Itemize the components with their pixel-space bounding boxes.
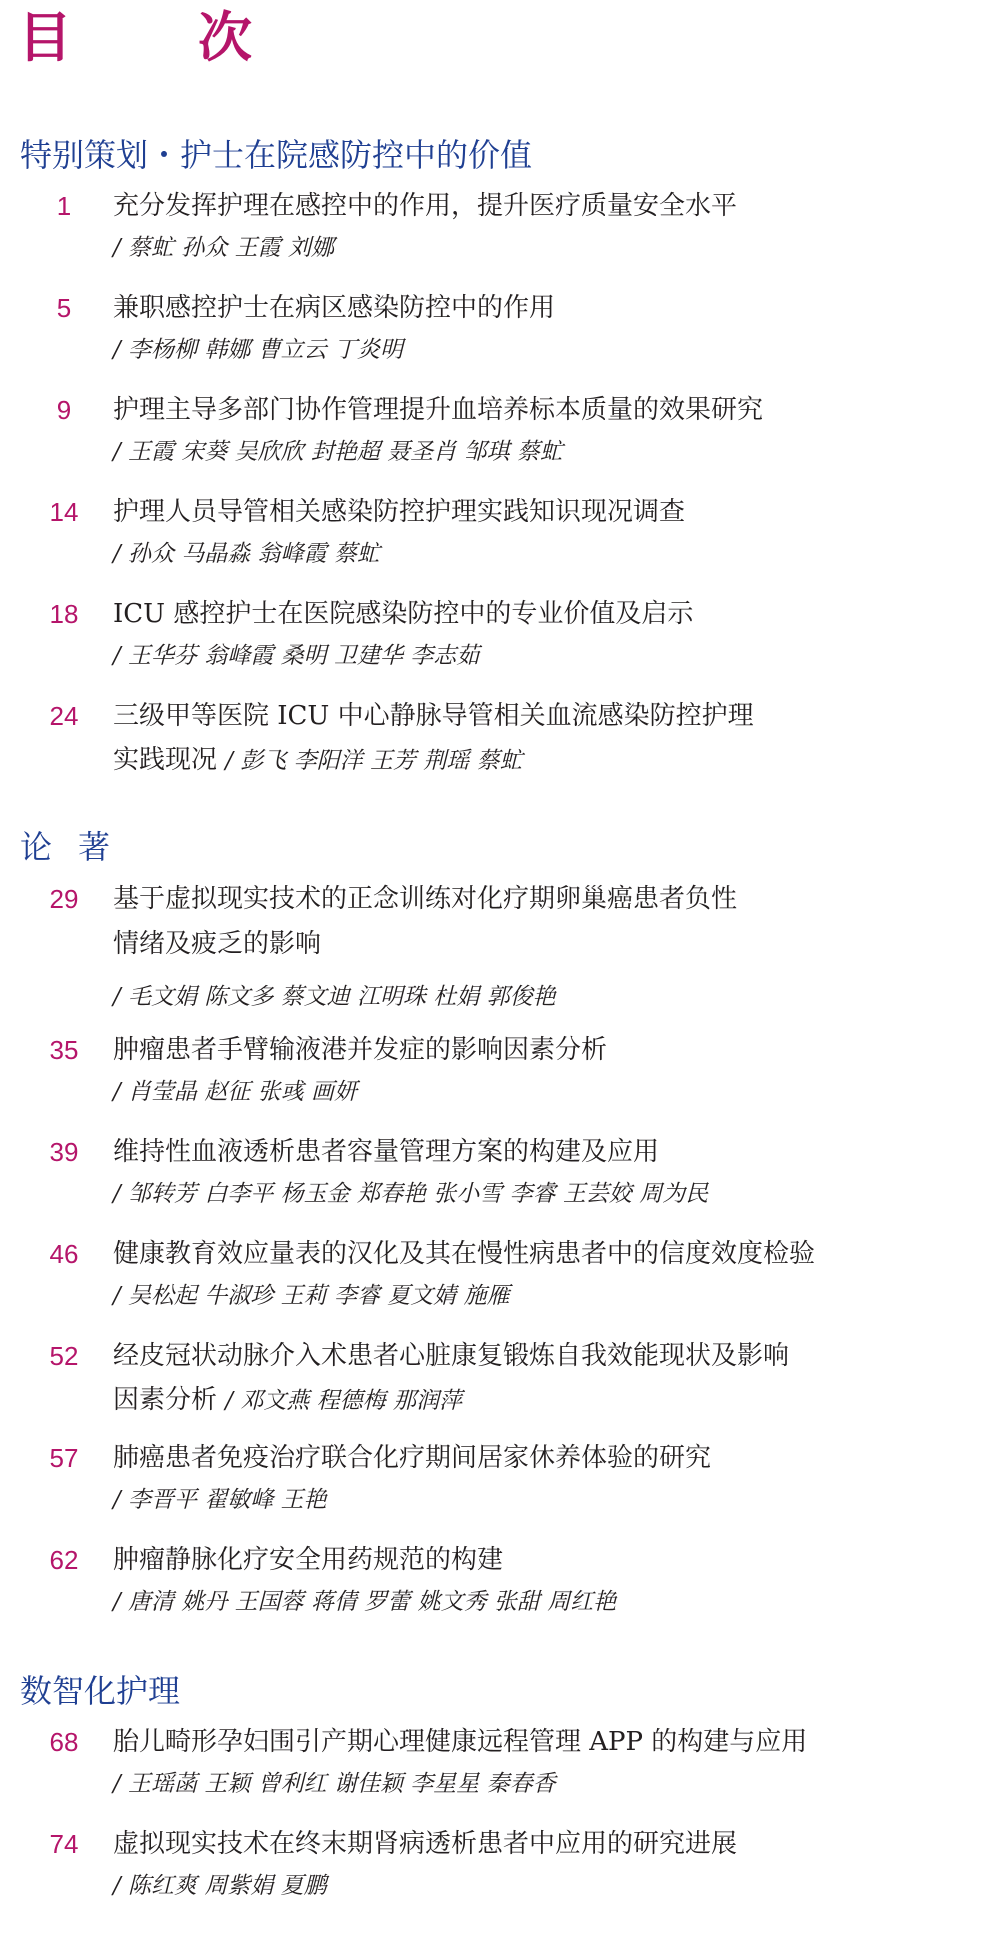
section-title-monographs: 论著: [20, 828, 137, 866]
entry-authors: / 李杨柳 韩娜 曹立云 丁炎明: [113, 337, 403, 363]
entry-authors: / 陈红爽 周紫娟 夏鹏: [113, 1873, 327, 1899]
entry-page-number: 52: [49, 1341, 79, 1371]
entry-page-number: 68: [49, 1727, 79, 1757]
entry-title: 兼职感控护士在病区感染防控中的作用: [113, 293, 556, 323]
entry-authors: / 王霞 宋葵 吴欣欣 封艳超 聂圣肖 邹琪 蔡虻: [113, 439, 563, 465]
entry-authors: / 王华芬 翁峰霞 桑明 卫建华 李志茹: [113, 643, 480, 669]
entry-authors: / 蔡虻 孙众 王霞 刘娜: [113, 235, 334, 261]
entry-authors: / 毛文娟 陈文多 蔡文迪 江明珠 杜娟 郭俊艳: [113, 984, 556, 1010]
entry-authors: / 孙众 马晶淼 翁峰霞 蔡虻: [113, 541, 380, 567]
entry-authors: / 彭飞 李阳洋 王芳 荆瑶 蔡虻: [225, 748, 523, 774]
entry-page-number: 39: [49, 1137, 79, 1167]
entry-page-number: 5: [56, 293, 72, 323]
entry-title: 维持性血液透析患者容量管理方案的构建及应用: [113, 1137, 660, 1167]
entry-title: 护理主导多部门协作管理提升血培养标本质量的效果研究: [113, 395, 764, 425]
entry-title: 肿瘤静脉化疗安全用药规范的构建: [113, 1545, 504, 1575]
entry-title: 充分发挥护理在感控中的作用，提升医疗质量安全水平: [113, 191, 738, 221]
entry-title: 胎儿畸形孕妇围引产期心理健康远程管理 APP 的构建与应用: [113, 1727, 808, 1757]
entry-title: ICU 感控护士在医院感染防控中的专业价值及启示: [113, 599, 694, 629]
section-title-digital-nursing: 数智化护理: [20, 1672, 181, 1710]
entry-title-line-1: 经皮冠状动脉介入术患者心脏康复锻炼自我效能现状及影响: [113, 1341, 790, 1371]
entry-page-number: 24: [49, 701, 79, 731]
entry-page-number: 18: [49, 599, 79, 629]
entry-title-line-1: 基于虚拟现实技术的正念训练对化疗期卵巢癌患者负性: [113, 884, 738, 914]
entry-authors: / 邹转芳 白李平 杨玉金 郑春艳 张小雪 李睿 王芸姣 周为民: [113, 1181, 709, 1207]
entry-title: 肺癌患者免疫治疗联合化疗期间居家休养体验的研究: [113, 1443, 712, 1473]
entry-page-number: 14: [49, 497, 79, 527]
entry-title-line-1: 三级甲等医院 ICU 中心静脉导管相关血流感染防控护理: [113, 701, 754, 731]
entry-authors: / 肖莹晶 赵征 张彧 画妍: [113, 1079, 357, 1105]
entry-title: 护理人员导管相关感染防控护理实践知识现况调查: [113, 497, 686, 527]
entry-authors: / 王瑶菡 王颖 曾利红 谢佳颖 李星星 秦春香: [113, 1771, 556, 1797]
entry-title: 虚拟现实技术在终末期肾病透析患者中应用的研究进展: [113, 1829, 738, 1859]
entry-page-number: 29: [49, 884, 79, 914]
entry-title-continuation: 因素分析: [113, 1385, 218, 1415]
entry-title-line-2: 情绪及疲乏的影响: [113, 929, 322, 959]
entry-page-number: 9: [56, 395, 72, 425]
section-title-special-feature: 特别策划・护士在院感防控中的价值: [20, 136, 533, 174]
entry-authors: / 李晋平 翟敏峰 王艳: [113, 1487, 327, 1513]
entry-title: 肿瘤患者手臂输液港并发症的影响因素分析: [113, 1035, 608, 1065]
entry-title-line-2: [113, 1381, 462, 1420]
entry-authors: / 唐清 姚丹 王国蓉 蒋倩 罗蕾 姚文秀 张甜 周红艳: [113, 1589, 617, 1615]
entry-page-number: 74: [49, 1829, 79, 1859]
entry-page-number: 57: [49, 1443, 79, 1473]
entry-title: 健康教育效应量表的汉化及其在慢性病患者中的信度效度检验: [113, 1239, 816, 1269]
entry-authors: / 邓文燕 程德梅 那润萍: [225, 1388, 462, 1414]
entry-title-continuation: 实践现况: [113, 745, 218, 775]
entry-page-number: 35: [49, 1035, 79, 1065]
entry-page-number: 1: [56, 191, 72, 221]
entry-page-number: 46: [49, 1239, 79, 1269]
entry-authors: / 吴松起 牛淑珍 王莉 李睿 夏文婧 施雁: [113, 1283, 510, 1309]
entry-page-number: 62: [49, 1545, 79, 1575]
page-title: 目 次: [18, 6, 288, 69]
entry-title-line-2: [113, 741, 523, 780]
